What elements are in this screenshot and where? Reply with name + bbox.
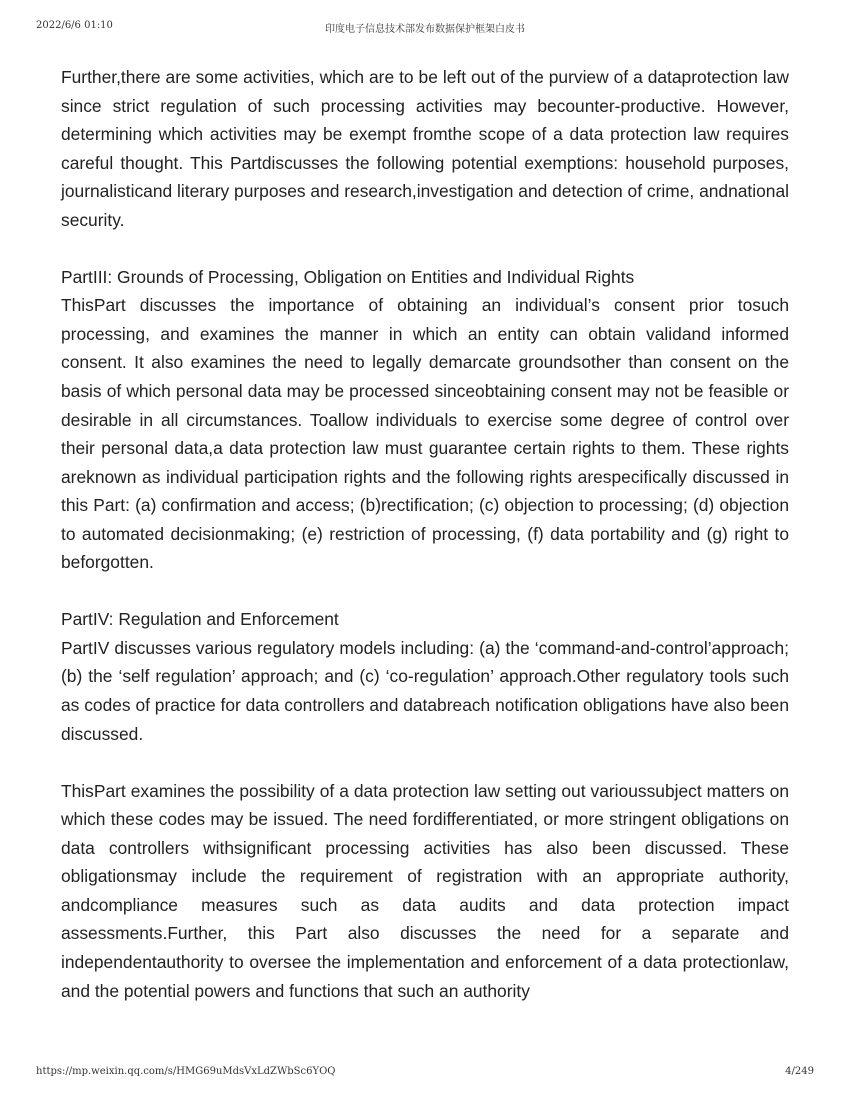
print-footer — [36, 1066, 814, 1082]
section-heading-part3: PartIII: Grounds of Processing, Obligation on Entities and Individual Rights — [61, 266, 635, 287]
print-datetime: 2022/6/6 01:10 — [36, 20, 113, 31]
source-url: https://mp.weixin.qq.com/s/HMG69uMdsVxLdZWbSc6YOQ — [36, 1066, 336, 1077]
paragraph-exemptions: Further,there are some activities, which are to be left out of the purview of a dataprotection law since strict regulation of such processing activities may becounter-productive. However, determining which activities may be exempt fromthe scope of a data protection law requires careful thought. This Partdiscusses the following potential exemptions: household purposes, journalisticand literary purposes and research,investigation and detection of crime, andnational security. — [61, 67, 789, 230]
paragraph-part4-continued: ThisPart examines the possibility of a data protection law setting out varioussubject matters on which these codes may be issued. The need fordifferentiated, or more stringent obligations on data controllers withsignificant processing activities has also been discussed. These obligationsmay include the requirement of registration with an appropriate authority, andcompliance measures such as data audits and data protection impact assessments.Further, this Part also discusses the need for a separate and independentauthority to oversee the implementation and enforcement of a data protectionlaw, and the potential powers and functions that such an authority — [61, 780, 789, 1001]
paragraph-part3: ThisPart discusses the importance of obtaining an individual’s consent prior tosuch processing, and examines the manner in which an entity can obtain validand informed consent. It also examines the need to legally demarcate groundsother than consent on the basis of which personal data may be processed sinceobtaining consent may not be feasible or desirable in all circumstances. Toallow individuals to exercise some degree of control over their personal data,a data protection law must guarantee certain rights to them. These rights areknown as individual participation rights and the following rights arespecifically discussed in this Part: (a) confirmation and access; (b)rectification; (c) objection to processing; (d) objection to automated decisionmaking; (e) restriction of processing, (f) data portability and (g) right to beforgotten. — [61, 295, 789, 573]
paragraph-spacer — [61, 234, 789, 263]
paragraph-spacer — [61, 577, 789, 606]
article-body — [61, 63, 789, 1005]
paragraph-spacer — [61, 748, 789, 777]
print-header — [36, 20, 814, 36]
page-number: 4/249 — [785, 1066, 814, 1077]
paragraph-part4: PartIV discusses various regulatory models including: (a) the ‘command-and-control’approach; (b) the ‘self regulation’ approach; and (c) ‘co-regulation’ approach.Other regulatory tools such as codes of practice for data controllers and databreach notification obligations have also been discussed. — [61, 637, 789, 744]
section-heading-part4: PartIV: Regulation and Enforcement — [61, 609, 339, 630]
document-title: 印度电子信息技术部发布数据保护框架白皮书 — [325, 24, 525, 35]
